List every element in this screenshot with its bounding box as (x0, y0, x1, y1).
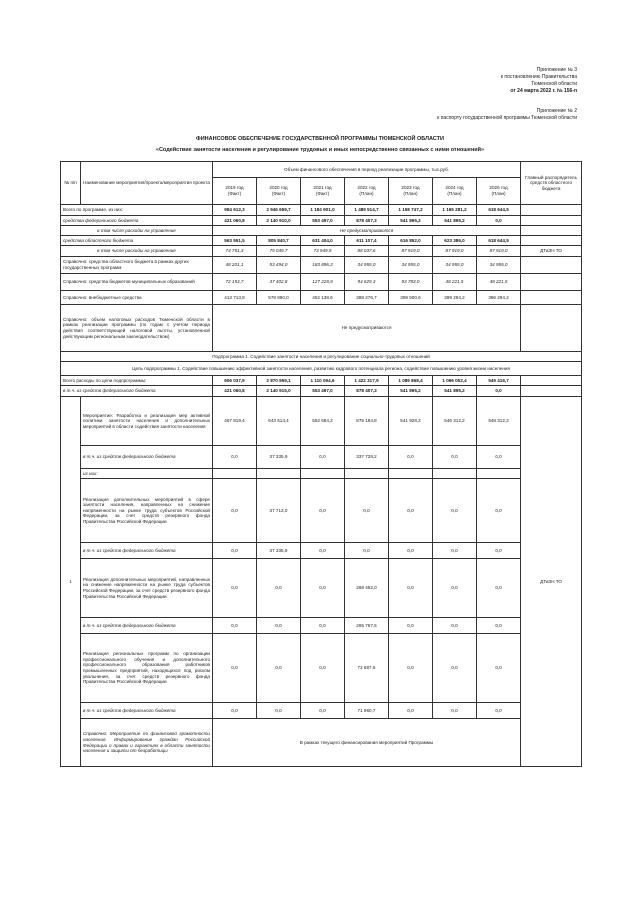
cell-value: 0,0 (433, 559, 477, 618)
cell-value: 48 221,5 (433, 274, 477, 291)
cell-value: 37 335,9 (257, 543, 301, 559)
cell-manager (521, 205, 582, 216)
cell-value: 0,0 (257, 559, 301, 618)
cell-value: 34 955,0 (433, 257, 477, 274)
table-row (61, 386, 582, 397)
cell-value: 34 955,0 (477, 257, 521, 274)
table-row (61, 376, 582, 386)
cell-value: 1 165 281,2 (433, 205, 477, 216)
cell-value: 71 960,7 (345, 703, 389, 719)
cell-manager (521, 274, 582, 291)
cell-value: 87 919,0 (477, 246, 521, 257)
table-row (61, 205, 582, 216)
cell-value: 265 767,5 (345, 618, 389, 634)
cell-value: 0,0 (389, 543, 433, 559)
cell-value: 0,0 (213, 618, 257, 634)
cell-value: 0,0 (389, 618, 433, 634)
year-header: 2023 год (План) (389, 178, 433, 205)
cell-value: 0,0 (301, 446, 345, 469)
table-row (61, 236, 582, 246)
cell-value: 53 494,0 (257, 257, 301, 274)
cell-value: 0,0 (477, 618, 521, 634)
cell-value: 548 312,2 (477, 397, 521, 446)
cell-value: 0,0 (477, 559, 521, 618)
table-row (61, 305, 582, 352)
cell-value: 0,0 (433, 634, 477, 703)
cell-value: 541 895,2 (389, 216, 433, 226)
table-row (61, 291, 582, 305)
table-row (61, 543, 582, 559)
cell-value: 875 184,8 (345, 397, 389, 446)
cell-value: 541 928,2 (389, 397, 433, 446)
row-label: Справочно: средства областного бюджета в рамках других государственных программ (61, 257, 213, 274)
row-label: Реализация дополнительных мероприятий в сфере занятости населения, направленных на снижение напряженности на рынке труда субъектов Российской Федерации, за счет средств резервного фонда Правительства Российской Федерации (81, 479, 213, 543)
table-row (61, 634, 582, 703)
cell-value: 0,0 (477, 543, 521, 559)
cell-value: 48 201,1 (213, 257, 257, 274)
cell-value: 87 919,0 (433, 246, 477, 257)
cell-value: 2 870 959,1 (257, 376, 301, 386)
cell-value: 0,0 (389, 703, 433, 719)
cell-value: 48 221,5 (477, 274, 521, 291)
appendix-3-line: Тюменской области (531, 81, 577, 87)
cell-value: 0,0 (477, 386, 521, 397)
appendix-3-header (501, 67, 577, 95)
cell-value: 467 819,4 (213, 397, 257, 446)
col-name-header: Наименование мероприятия/проекта/мероприятия проекта (81, 162, 213, 205)
cell-value: 0,0 (389, 446, 433, 469)
cell-value: 0,0 (477, 216, 521, 226)
goal-title: Цель подпрограммы 1. Содействие повышению эффективной занятости населения, развитию кадрового потенциала региона, содействие повышению уровня жизни населения (61, 362, 582, 376)
row-label: Мероприятие: Разработка и реализация мер активной политики занятости населения и дополнительных мероприятий в области содействия занятости населения (81, 397, 213, 446)
col-number-header: № п/п (61, 162, 81, 205)
table-row (61, 246, 582, 257)
cell-value: 552 684,2 (301, 397, 345, 446)
cell-value: 984 612,3 (213, 205, 257, 216)
cell-value: 2 140 910,0 (257, 216, 301, 226)
cell-value (257, 469, 301, 479)
cell-value: 0,0 (213, 559, 257, 618)
cell-value: 618 644,5 (477, 236, 521, 246)
cell-value: 74 751,3 (213, 246, 257, 257)
cell-value: 0,0 (301, 618, 345, 634)
cell-value: 0,0 (433, 543, 477, 559)
cell-value: 0,0 (301, 543, 345, 559)
year-header: 2025 год (План) (477, 178, 521, 205)
cell-value: 337 728,2 (345, 446, 389, 469)
cell-manager (521, 305, 582, 352)
cell-value: 0,0 (301, 479, 345, 543)
cell-value: 2 946 659,7 (257, 205, 301, 216)
cell-text: В рамках текущего финансирования мероприятий Программы (213, 719, 521, 767)
row-label: в том числе расходы на управление (61, 246, 213, 257)
row-label: Реализация дополнительных мероприятий, направленных на снижение напряженности на рынке труда субъектов Российской Федерации, за счет средств резервного фонда Правительства Российской Федерации (81, 559, 213, 618)
table-row (61, 257, 582, 274)
cell-value: 553 497,0 (301, 216, 345, 226)
cell-value: 0,0 (213, 446, 257, 469)
table-row (61, 397, 582, 446)
cell-value: 643 614,4 (257, 397, 301, 446)
cell-value: 73 949,9 (301, 246, 345, 257)
row-number: 1 (61, 397, 81, 767)
cell-value (301, 469, 345, 479)
row-label: Справочно: внебюджетные средства (61, 291, 213, 305)
cell-value: 0,0 (345, 543, 389, 559)
row-label: в т.ч. из средств федерального бюджета (81, 618, 213, 634)
cell-value: 0,0 (389, 559, 433, 618)
cell-value: 578 890,0 (257, 291, 301, 305)
cell-value: 34 955,0 (345, 257, 389, 274)
cell-text: Не предусматриваются (213, 305, 521, 352)
cell-value (213, 469, 257, 479)
cell-value: 94 629,3 (345, 274, 389, 291)
subprogram-title: Подпрограмма 1. Содействие занятости населения и регулирование социально-трудовых отношений (61, 352, 582, 362)
cell-value: 88 037,6 (345, 246, 389, 257)
year-header: 2022 год (План) (345, 178, 389, 205)
cell-value: 1 096 052,4 (433, 376, 477, 386)
row-label: в т.ч. из средств федерального бюджета (81, 446, 213, 469)
cell-value: 0,0 (477, 703, 521, 719)
row-label: Справочно: средства бюджетов муниципальных образований (61, 274, 213, 291)
cell-value: 421 060,8 (213, 216, 257, 226)
cell-value: 0,0 (389, 479, 433, 543)
cell-value: 34 955,0 (389, 257, 433, 274)
cell-manager (521, 386, 582, 397)
appendix-3-date: от 24 марта 2022 г. № 156-п (510, 88, 577, 94)
subprogram-row (61, 352, 582, 362)
cell-value: 93 783,0 (389, 274, 433, 291)
row-label: Реализация региональных программ по организации профессионального обучения и дополнительного профессионального образования работников промышленных предприятий, находящихся под риском увольнения, за счет средств резервного фонда Правительства Российской Федерации (81, 634, 213, 703)
cell-value: 623 386,0 (433, 236, 477, 246)
cell-value (477, 469, 521, 479)
cell-value: 396 294,2 (477, 291, 521, 305)
row-label: средства областного бюджета (61, 236, 213, 246)
row-label: из них: (81, 469, 213, 479)
cell-value: 805 840,7 (257, 236, 301, 246)
cell-value (389, 469, 433, 479)
cell-value: 541 895,2 (389, 386, 433, 397)
financing-table (60, 161, 582, 767)
cell-value: 413 713,8 (213, 291, 257, 305)
table-row (61, 559, 582, 618)
row-label: Всего по программе, из них: (61, 205, 213, 216)
cell-value: 0,0 (301, 634, 345, 703)
cell-value: 906 037,9 (213, 376, 257, 386)
cell-value (345, 469, 389, 479)
document-title: ФИНАНСОВОЕ ОБЕСПЕЧЕНИЕ ГОСУДАРСТВЕННОЙ ПРОГРАММЫ ТЮМЕНСКОЙ ОБЛАСТИ (196, 136, 444, 142)
cell-text: Не предусматриваются (213, 226, 521, 236)
document-subtitle: «Содействие занятости населения и регулирование трудовых и иных непосредственно связанных с ними отношений» (155, 147, 485, 153)
cell-value: 0,0 (433, 446, 477, 469)
cell-value: 399 500,6 (389, 291, 433, 305)
cell-value: 0,0 (301, 559, 345, 618)
cell-value: 1 089 868,4 (389, 376, 433, 386)
cell-value: 87 919,0 (389, 246, 433, 257)
cell-value: 1 184 901,0 (301, 205, 345, 216)
cell-value: 541 895,2 (433, 216, 477, 226)
cell-value: 0,0 (257, 634, 301, 703)
cell-value: 0,0 (433, 479, 477, 543)
table-row (61, 479, 582, 543)
year-header: 2024 год (План) (433, 178, 477, 205)
table-row (61, 469, 582, 479)
cell-value: 0,0 (477, 634, 521, 703)
row-label: Справочно: Мероприятие по финансовой грамотности населения. Информирование граждан Российской Федерации о правах и гарантиях в области занятости населения и защиты от безработицы (81, 719, 213, 767)
cell-value: 0,0 (477, 446, 521, 469)
cell-manager (521, 291, 582, 305)
cell-value: 399 294,2 (433, 291, 477, 305)
row-label: средства федерального бюджета (61, 216, 213, 226)
cell-value: 0,0 (213, 543, 257, 559)
row-label: Всего расходы по цели подпрограммы: (61, 376, 213, 386)
table-row (61, 703, 582, 719)
appendix-2-header (437, 108, 577, 122)
cell-value: 0,0 (477, 479, 521, 543)
cell-value: 0,0 (433, 703, 477, 719)
appendix-3-line: к постановлению Правительства (500, 74, 577, 80)
cell-value: 616 852,0 (389, 236, 433, 246)
cell-value: 0,0 (301, 703, 345, 719)
cell-value: 452 138,6 (301, 291, 345, 305)
cell-value (433, 469, 477, 479)
cell-value: 1 158 747,2 (389, 205, 433, 216)
cell-value: 37 713,0 (257, 479, 301, 543)
cell-value: 563 551,5 (213, 236, 257, 246)
year-header: 2019 год (Факт) (213, 178, 257, 205)
year-header: 2020 год (Факт) (257, 178, 301, 205)
cell-value: 549 416,7 (477, 376, 521, 386)
cell-value: 1 110 094,6 (301, 376, 345, 386)
row-label: в том числе расходы на управление (61, 226, 213, 236)
cell-value: 553 497,0 (301, 386, 345, 397)
table-row (61, 446, 582, 469)
row-label: Справочно: объем налоговых расходов Тюменской области в рамках реализации программы (по годам с учетом периода действия соответствующей налоговой льготы, установленной действующим региональным законодательством) (61, 305, 213, 352)
appendix-2-line: Приложение № 2 (536, 108, 577, 114)
row-label: в т.ч. из средств федерального бюджета (81, 543, 213, 559)
cell-value: 0,0 (257, 618, 301, 634)
cell-value: 421 060,8 (213, 386, 257, 397)
cell-value: 37 335,9 (257, 446, 301, 469)
table-row (61, 719, 582, 767)
table-row (61, 216, 582, 226)
header-row (61, 162, 582, 178)
cell-value: 618 644,5 (477, 205, 521, 216)
cell-value: 0,0 (213, 479, 257, 543)
cell-value: 0,0 (213, 634, 257, 703)
cell-manager: ДТиЗН ТО (521, 397, 582, 767)
row-label: в т.ч. из средств федерального бюджета (81, 703, 213, 719)
cell-value: 1 489 514,7 (345, 205, 389, 216)
cell-value: 37 402,8 (257, 274, 301, 291)
table-row (61, 274, 582, 291)
cell-manager (521, 226, 582, 236)
cell-value: 2 140 915,0 (257, 386, 301, 397)
cell-value: 183 896,3 (301, 257, 345, 274)
cell-value: 0,0 (257, 703, 301, 719)
appendix-2-line: к паспорту государственной программы Тюменской области (437, 115, 577, 121)
cell-value: 541 895,2 (433, 386, 477, 397)
cell-value: 631 404,0 (301, 236, 345, 246)
year-header: 2021 год (Факт) (301, 178, 345, 205)
cell-value: 611 107,4 (345, 236, 389, 246)
cell-value: 388 276,7 (345, 291, 389, 305)
cell-manager (521, 216, 582, 226)
cell-value: 546 312,2 (433, 397, 477, 446)
table-row (61, 618, 582, 634)
table-row (61, 226, 582, 236)
cell-value: 127 228,9 (301, 274, 345, 291)
cell-manager: ДТиЗН ТО (521, 246, 582, 257)
col-group-header: Объем финансового обеспечения в период реализации программы, тыс.руб. (213, 162, 521, 178)
cell-value: 0,0 (345, 479, 389, 543)
cell-value: 0,0 (389, 634, 433, 703)
cell-value: 1 422 317,9 (345, 376, 389, 386)
cell-value: 72 153,7 (213, 274, 257, 291)
col-manager-header: Главный распорядитель средств областного бюджета (521, 162, 582, 205)
row-label: в т.ч. из средств федерального бюджета (61, 386, 213, 397)
cell-value: 72 687,6 (345, 634, 389, 703)
goal-row (61, 362, 582, 376)
cell-value: 0,0 (213, 703, 257, 719)
cell-manager (521, 376, 582, 386)
cell-value: 878 407,3 (345, 386, 389, 397)
cell-value: 0,0 (433, 618, 477, 634)
cell-value: 75 049,7 (257, 246, 301, 257)
cell-manager (521, 257, 582, 274)
appendix-3-line: Приложение № 3 (536, 67, 577, 73)
cell-value: 878 407,3 (345, 216, 389, 226)
cell-manager (521, 236, 582, 246)
cell-value: 268 452,0 (345, 559, 389, 618)
